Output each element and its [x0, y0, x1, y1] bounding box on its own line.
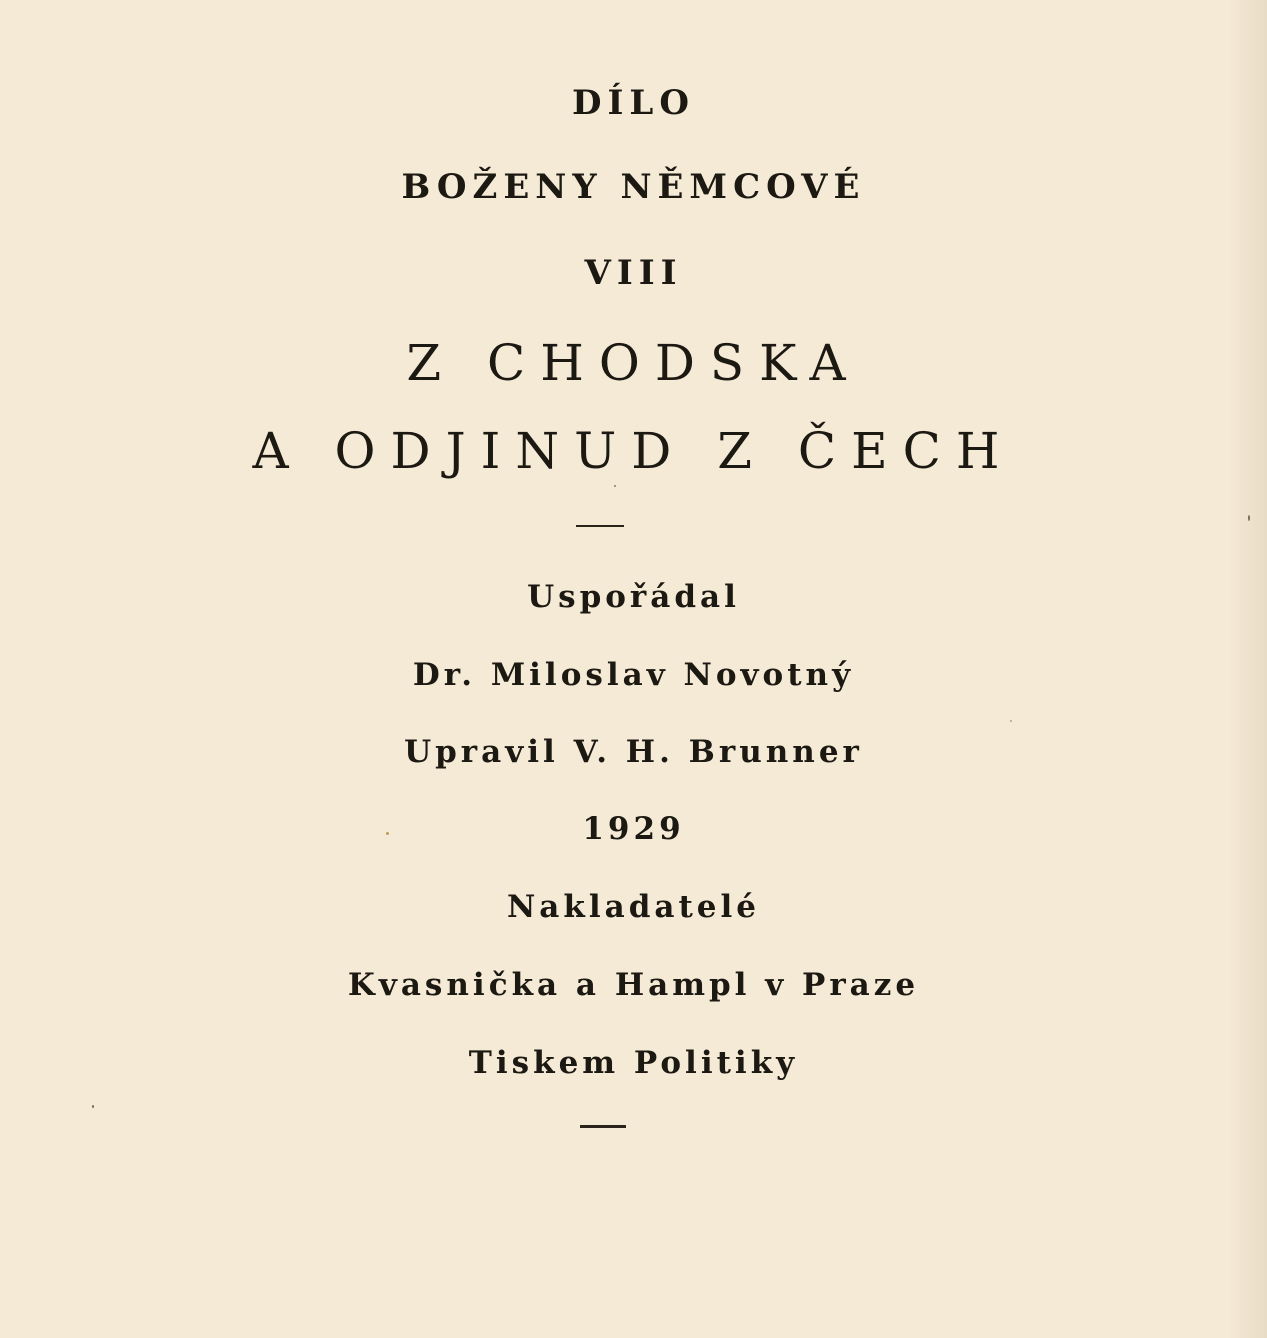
series-title-line2: BOŽENY NĚMCOVÉ — [401, 167, 866, 207]
paper-speck — [1010, 720, 1012, 722]
volume-number: VIII — [584, 253, 683, 293]
paper-speck — [614, 485, 616, 487]
paper-speck — [1248, 515, 1250, 521]
publishers-label: Nakladatelé — [506, 889, 761, 925]
divider-rule-top — [576, 525, 624, 527]
book-title-line2: A ODJINUD Z ČECH — [252, 422, 1015, 480]
book-title-line1: Z CHODSKA — [406, 334, 861, 392]
arranged-label: Uspořádal — [527, 579, 740, 615]
arranged-by: Dr. Miloslav Novotný — [412, 657, 855, 693]
paper-speck — [92, 1105, 94, 1108]
edited-by: Upravil V. H. Brunner — [404, 734, 863, 770]
publication-year: 1929 — [582, 811, 685, 847]
series-title-line1: DÍLO — [572, 83, 695, 123]
printer: Tiskem Politiky — [468, 1045, 799, 1081]
divider-rule-bottom — [580, 1125, 626, 1128]
paper-speck — [386, 832, 389, 835]
publishers: Kvasnička a Hampl v Praze — [347, 967, 920, 1003]
